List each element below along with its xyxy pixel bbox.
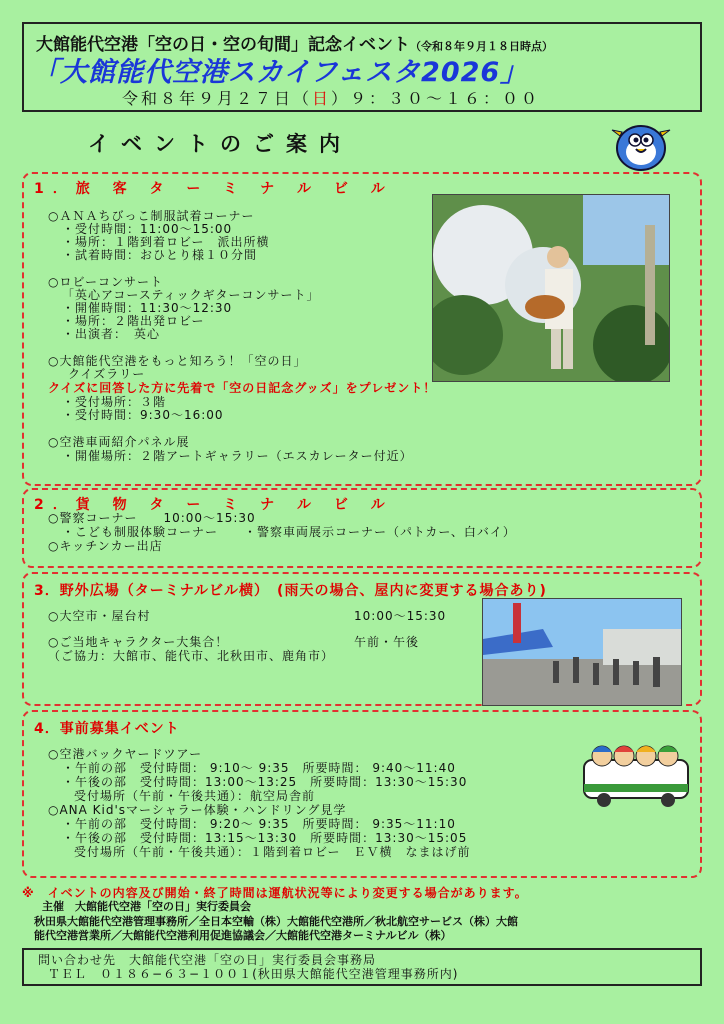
list-item: ○キッチンカー出店 bbox=[48, 539, 163, 553]
header-box bbox=[22, 22, 702, 112]
subtitle-note: （令和８年９月１８日時点） bbox=[410, 40, 553, 53]
list-item: ・受付時間：9:30〜16:00 bbox=[62, 408, 224, 422]
organizer-members: 秋田県大館能代空港管理事務所／全日本空輸（株）大館能代空港所／秋北航空サービス（株）大館 bbox=[34, 915, 518, 928]
list-item: ・午前の部 受付時間： 9:20〜 9:35 所要時間： 9:35〜11:10 bbox=[62, 817, 456, 831]
quiz-prize-highlight: クイズに回答した方に先着で「空の日記念グッズ」をプレゼント！ bbox=[48, 381, 437, 395]
list-item: ・出演者： 英心 bbox=[62, 327, 161, 341]
section-cargo-terminal bbox=[22, 488, 702, 568]
list-item: ○ANA Kid'sマーシャラー体験・ハンドリング見学 bbox=[48, 803, 347, 817]
contact-phone: ＴＥＬ ０１８６−６３−１００１(秋田県大館能代空港管理事務所内) bbox=[48, 967, 459, 981]
list-item: ・午前の部 受付時間： 9:10〜 9:35 所要時間： 9:40〜11:40 bbox=[62, 761, 456, 775]
list-item: ・場所：１階到着ロビー 派出所横 bbox=[62, 235, 270, 249]
bus-illustration bbox=[580, 738, 692, 810]
list-item: ○大館能代空港をもっと知ろう！「空の日」 bbox=[48, 354, 307, 368]
list-item: ○ご当地キャラクター大集合！ bbox=[48, 635, 229, 649]
list-item: 受付場所（午前・午後共通）：航空局舎前 bbox=[74, 789, 316, 803]
event-title: 「大館能代空港スカイフェスタ2026」 bbox=[32, 57, 529, 88]
event-subtitle: 大館能代空港「空の日・空の旬間」記念イベント（令和８年９月１８日時点） bbox=[36, 35, 553, 55]
list-item: ○大空市・屋台村 bbox=[48, 609, 151, 623]
list-item: ・開催時間：11:30〜12:30 bbox=[62, 301, 233, 315]
list-item: ・午後の部 受付時間：13:15〜13:30 所要時間：13:30〜15:05 bbox=[62, 831, 468, 845]
mascot-icon bbox=[610, 118, 672, 174]
list-item: 「英心アコースティックギターコンサート」 bbox=[62, 288, 320, 302]
plaza-photo bbox=[482, 598, 682, 706]
section-title: 1．旅 客 タ ー ミ ナ ル ビ ル bbox=[34, 181, 394, 197]
section-title: 3．野外広場（ターミナルビル横） (雨天の場合、屋内に変更する場合あり) bbox=[34, 583, 547, 599]
list-item: 受付場所（午前・午後共通）：１階到着ロビー ＥＶ横 なまはげ前 bbox=[74, 845, 471, 859]
list-item: ・受付場所：３階 bbox=[62, 395, 167, 409]
event-date: 令和８年９月２７日（日）９：３０〜１６：００ bbox=[122, 89, 541, 108]
list-item: ○空港バックヤードツアー bbox=[48, 747, 203, 761]
list-item: ・場所：２階出発ロビー bbox=[62, 314, 205, 328]
list-item: ・受付時間：11:00〜15:00 bbox=[62, 222, 233, 236]
organizer-host: 主催 大館能代空港「空の日」実行委員会 bbox=[42, 900, 251, 913]
section-passenger-terminal bbox=[22, 172, 702, 486]
section-outdoor-plaza bbox=[22, 572, 702, 706]
list-item: ○空港車両紹介パネル展 bbox=[48, 435, 190, 449]
list-item: ○警察コーナー 10:00〜15:30 bbox=[48, 511, 256, 525]
concert-photo bbox=[432, 194, 670, 382]
list-item: ・開催場所：２階アートギャラリー（エスカレーター付近） bbox=[62, 449, 413, 463]
list-item: ・午後の部 受付時間：13:00〜13:25 所要時間：13:30〜15:30 bbox=[62, 775, 468, 789]
list-item: （ご協力：大館市、能代市、北秋田市、鹿角市） bbox=[48, 649, 335, 663]
section-title: 2．貨 物 タ ー ミ ナ ル ビ ル bbox=[34, 497, 394, 513]
list-item: ・こども制服体験コーナー ・警察車両展示コーナー（パトカー、白バイ） bbox=[62, 525, 516, 539]
list-item-time: 10:00〜15:30 bbox=[354, 609, 447, 623]
section-pre-registration bbox=[22, 710, 702, 878]
change-notice: ※ イベントの内容及び開始・終了時間は運航状況等により変更する場合があります。 bbox=[22, 886, 528, 900]
contact-label: 問い合わせ先 大館能代空港「空の日」実行委員会事務局 bbox=[38, 953, 377, 967]
list-item: ○ＡＮＡちびっこ制服試着コーナー bbox=[48, 209, 255, 223]
contact-box bbox=[22, 948, 702, 986]
list-item: ○ロビーコンサート bbox=[48, 275, 163, 289]
organizer-members: 能代空港営業所／大館能代空港利用促進協議会／大館能代空港ターミナルビル（株） bbox=[34, 929, 452, 942]
date-day: 日 bbox=[312, 89, 332, 108]
list-item: クイズラリー bbox=[68, 367, 146, 381]
section-title: 4．事前募集イベント bbox=[34, 721, 180, 737]
list-item: ・試着時間：おひとり様１０分間 bbox=[62, 248, 258, 262]
list-item-time: 午前・午後 bbox=[354, 635, 420, 649]
guide-title: イベントのご案内 bbox=[88, 132, 352, 156]
